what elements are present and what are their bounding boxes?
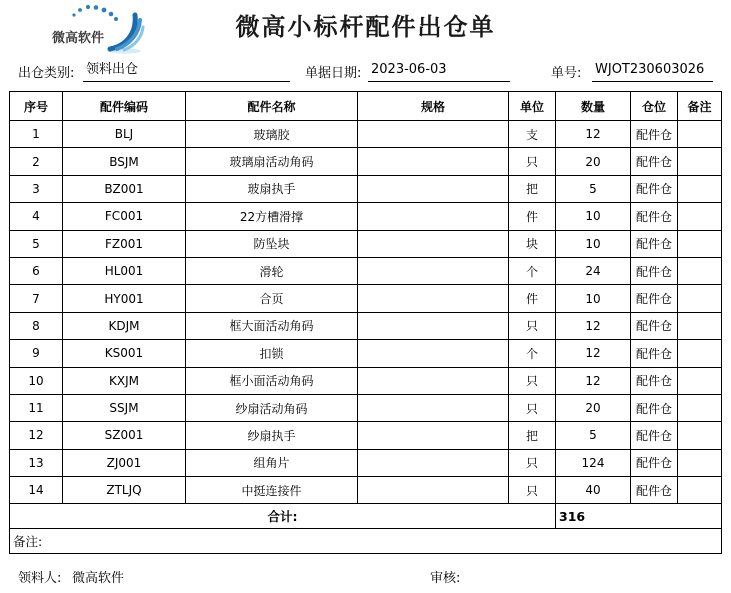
- cell-code: KS001: [63, 340, 186, 367]
- cell-remark: [678, 230, 722, 257]
- cell-qty: 5: [556, 175, 631, 202]
- cell-warehouse: 配件仓: [631, 257, 678, 284]
- table-row: [10, 121, 722, 148]
- cell-spec: [358, 422, 509, 449]
- cell-code: BZ001: [63, 175, 186, 202]
- cell-warehouse: 配件仓: [631, 148, 678, 175]
- cell-qty: 24: [556, 257, 631, 284]
- cell-code: HL001: [63, 257, 186, 284]
- cell-warehouse: 配件仓: [631, 285, 678, 312]
- cell-warehouse: 配件仓: [631, 203, 678, 230]
- cell-remark: [678, 477, 722, 504]
- cell-remark: [678, 422, 722, 449]
- cell-code: SSJM: [63, 394, 186, 421]
- cell-seq: 11: [10, 394, 63, 421]
- number-label: 单号:: [551, 66, 582, 81]
- cell-seq: 3: [10, 175, 63, 202]
- cell-name: 中挺连接件: [186, 477, 358, 504]
- table-row: [10, 367, 722, 394]
- cell-name: 玻扇执手: [186, 175, 358, 202]
- cell-code: FZ001: [63, 230, 186, 257]
- category-value: 领料出仓: [83, 61, 290, 82]
- cell-seq: 1: [10, 121, 63, 148]
- table-row: [10, 449, 722, 476]
- header-name: 配件名称: [186, 92, 358, 121]
- cell-seq: 5: [10, 230, 63, 257]
- cell-name: 滑轮: [186, 257, 358, 284]
- cell-qty: 12: [556, 121, 631, 148]
- auditor-label: 审核:: [430, 571, 461, 586]
- cell-code: BSJM: [63, 148, 186, 175]
- cell-spec: [358, 175, 509, 202]
- cell-spec: [358, 449, 509, 476]
- table-row: [10, 477, 722, 504]
- cell-unit: 个: [509, 257, 556, 284]
- picker-value: 微高软件: [72, 571, 125, 586]
- cell-remark: [678, 257, 722, 284]
- table-row: [10, 148, 722, 175]
- cell-spec: [358, 121, 509, 148]
- cell-name: 防坠块: [186, 230, 358, 257]
- cell-qty: 20: [556, 394, 631, 421]
- table-header-row: [10, 92, 722, 121]
- cell-remark: [678, 367, 722, 394]
- cell-warehouse: 配件仓: [631, 394, 678, 421]
- cell-unit: 个: [509, 340, 556, 367]
- header-code: 配件编码: [63, 92, 186, 121]
- table-row: [10, 285, 722, 312]
- cell-warehouse: 配件仓: [631, 312, 678, 339]
- cell-code: KDJM: [63, 312, 186, 339]
- cell-remark: [678, 340, 722, 367]
- cell-code: FC001: [63, 203, 186, 230]
- page-title: 微高小标杆配件出仓单: [235, 13, 496, 41]
- cell-name: 玻璃扇活动角码: [186, 148, 358, 175]
- cell-remark: [678, 312, 722, 339]
- cell-qty: 10: [556, 230, 631, 257]
- total-value: 316: [556, 504, 722, 529]
- cell-remark: [678, 148, 722, 175]
- cell-warehouse: 配件仓: [631, 367, 678, 394]
- cell-unit: 把: [509, 175, 556, 202]
- cell-remark: [678, 175, 722, 202]
- cell-name: 纱扇活动角码: [186, 394, 358, 421]
- cell-seq: 8: [10, 312, 63, 339]
- header-remark: 备注: [678, 92, 722, 121]
- parts-table-body: [10, 121, 722, 504]
- cell-remark: [678, 203, 722, 230]
- cell-remark: [678, 449, 722, 476]
- cell-spec: [358, 394, 509, 421]
- number-value: WJOT230603026: [592, 61, 713, 82]
- cell-seq: 10: [10, 367, 63, 394]
- cell-name: 框大面活动角码: [186, 312, 358, 339]
- remark-label: 备注:: [10, 529, 722, 554]
- header-unit: 单位: [509, 92, 556, 121]
- header-seq: 序号: [10, 92, 63, 121]
- cell-name: 扣锁: [186, 340, 358, 367]
- cell-warehouse: 配件仓: [631, 340, 678, 367]
- cell-remark: [678, 285, 722, 312]
- cell-spec: [358, 367, 509, 394]
- cell-name: 合页: [186, 285, 358, 312]
- table-row: [10, 257, 722, 284]
- cell-qty: 124: [556, 449, 631, 476]
- date-value: 2023-06-03: [368, 61, 510, 82]
- cell-spec: [358, 230, 509, 257]
- table-row: [10, 394, 722, 421]
- cell-seq: 13: [10, 449, 63, 476]
- cell-qty: 40: [556, 477, 631, 504]
- cell-code: BLJ: [63, 121, 186, 148]
- cell-unit: 只: [509, 477, 556, 504]
- cell-name: 玻璃胶: [186, 121, 358, 148]
- total-label: 合计:: [10, 504, 556, 529]
- cell-code: SZ001: [63, 422, 186, 449]
- cell-seq: 9: [10, 340, 63, 367]
- cell-warehouse: 配件仓: [631, 175, 678, 202]
- table-row: [10, 175, 722, 202]
- cell-seq: 7: [10, 285, 63, 312]
- cell-qty: 12: [556, 340, 631, 367]
- cell-unit: 块: [509, 230, 556, 257]
- date-label: 单据日期:: [305, 66, 362, 81]
- cell-name: 框小面活动角码: [186, 367, 358, 394]
- cell-code: ZJ001: [63, 449, 186, 476]
- cell-remark: [678, 394, 722, 421]
- cell-seq: 4: [10, 203, 63, 230]
- table-row: [10, 422, 722, 449]
- cell-code: ZTLJQ: [63, 477, 186, 504]
- cell-seq: 14: [10, 477, 63, 504]
- header-warehouse: 仓位: [631, 92, 678, 121]
- cell-qty: 20: [556, 148, 631, 175]
- cell-name: 纱扇执手: [186, 422, 358, 449]
- cell-qty: 10: [556, 203, 631, 230]
- picker-label: 领料人:: [18, 571, 62, 586]
- cell-code: KXJM: [63, 367, 186, 394]
- cell-unit: 件: [509, 203, 556, 230]
- cell-qty: 5: [556, 422, 631, 449]
- cell-name: 组角片: [186, 449, 358, 476]
- cell-remark: [678, 121, 722, 148]
- cell-seq: 12: [10, 422, 63, 449]
- table-row: [10, 340, 722, 367]
- cell-spec: [358, 257, 509, 284]
- cell-spec: [358, 477, 509, 504]
- cell-unit: 只: [509, 367, 556, 394]
- cell-unit: 只: [509, 312, 556, 339]
- total-row: [10, 504, 722, 529]
- header-qty: 数量: [556, 92, 631, 121]
- cell-warehouse: 配件仓: [631, 422, 678, 449]
- parts-table: [9, 91, 722, 554]
- cell-qty: 12: [556, 367, 631, 394]
- cell-unit: 只: [509, 148, 556, 175]
- header-spec: 规格: [358, 92, 509, 121]
- cell-spec: [358, 285, 509, 312]
- cell-unit: 把: [509, 422, 556, 449]
- table-row: [10, 230, 722, 257]
- cell-qty: 10: [556, 285, 631, 312]
- cell-name: 22方槽滑撑: [186, 203, 358, 230]
- cell-unit: 只: [509, 394, 556, 421]
- cell-spec: [358, 148, 509, 175]
- cell-warehouse: 配件仓: [631, 449, 678, 476]
- category-label: 出仓类别:: [18, 66, 75, 81]
- cell-seq: 6: [10, 257, 63, 284]
- cell-qty: 12: [556, 312, 631, 339]
- table-row: [10, 203, 722, 230]
- cell-seq: 2: [10, 148, 63, 175]
- cell-warehouse: 配件仓: [631, 477, 678, 504]
- cell-code: HY001: [63, 285, 186, 312]
- cell-unit: 件: [509, 285, 556, 312]
- table-row: [10, 312, 722, 339]
- cell-unit: 支: [509, 121, 556, 148]
- logo-text: 微高软件: [52, 31, 105, 46]
- remark-row: [10, 529, 722, 554]
- cell-spec: [358, 312, 509, 339]
- cell-warehouse: 配件仓: [631, 121, 678, 148]
- cell-unit: 只: [509, 449, 556, 476]
- cell-spec: [358, 203, 509, 230]
- cell-warehouse: 配件仓: [631, 230, 678, 257]
- cell-spec: [358, 340, 509, 367]
